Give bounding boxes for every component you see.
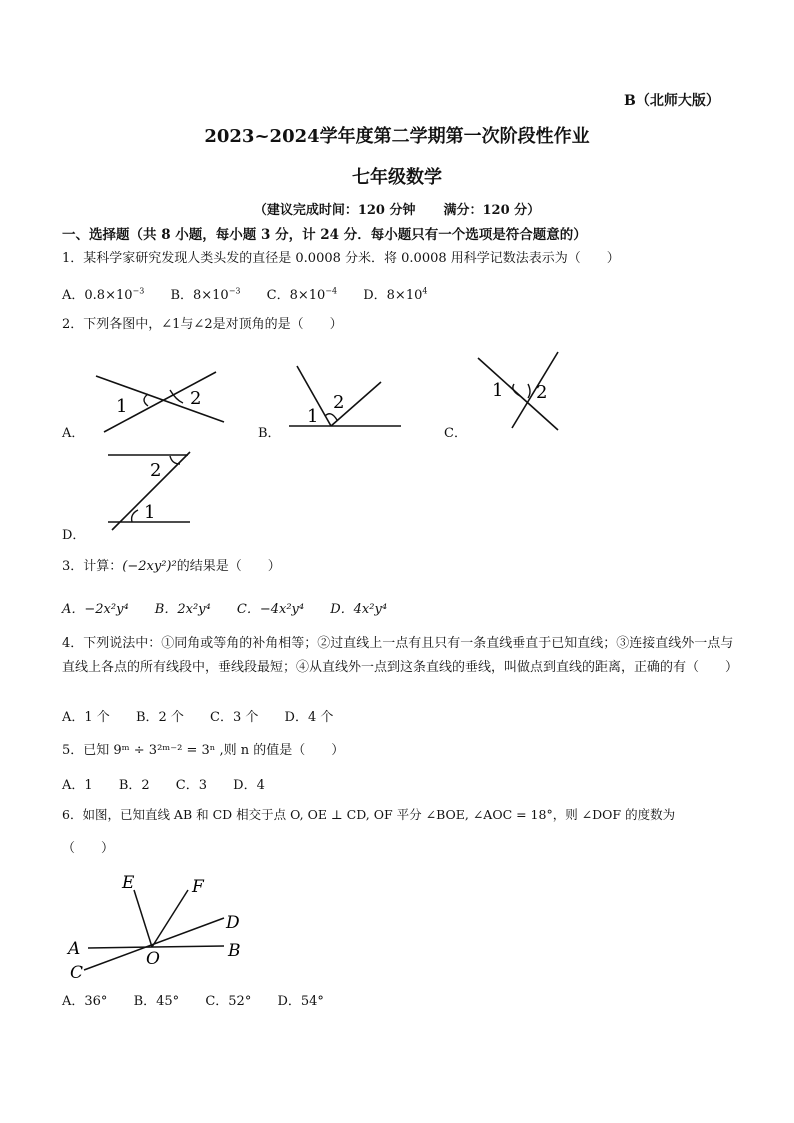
- q5-option-d[interactable]: D．4: [233, 778, 265, 793]
- q2b-angle-2: 2: [333, 392, 345, 413]
- q6-option-b[interactable]: B．45°: [133, 994, 180, 1009]
- q1-option-a[interactable]: A．$0.8\times 10^{-3}$: [62, 286, 145, 303]
- q6-point-o: O: [146, 949, 160, 969]
- edition-label: B（北师大版）: [624, 93, 720, 109]
- q4-option-d[interactable]: D．4 个: [284, 710, 334, 725]
- q2c-angle-1: 1: [492, 380, 504, 401]
- q2-option-d[interactable]: D．: [62, 528, 86, 543]
- question-3-options: [62, 598, 409, 617]
- question-6: 6．如图，已知直线 AB 和 CD 相交于点 O, OE ⊥ CD, OF 平分 ∠BOE, ∠AOC = 18°，则 ∠DOF 的度数为: [62, 807, 676, 822]
- q2-figure-b: [285, 360, 405, 432]
- q5-option-c[interactable]: C．3: [175, 778, 207, 793]
- q6-point-e: E: [122, 873, 135, 893]
- q2-figure-c: [472, 348, 564, 434]
- exam-title: 2023~2024学年度第二学期第一次阶段性作业: [204, 126, 590, 147]
- q2-option-c[interactable]: C．: [444, 426, 467, 441]
- q6-point-b: B: [228, 941, 241, 961]
- q2a-angle-1: 1: [116, 396, 128, 417]
- q2-option-a[interactable]: A．: [62, 426, 85, 441]
- question-5-options: [62, 774, 287, 793]
- q2d-angle-1: 1: [144, 502, 156, 523]
- q2-figure-a: [90, 360, 230, 440]
- q6-point-c: C: [70, 963, 84, 983]
- question-1: 1．某科学家研究发现人类头发的直径是 0.0008 分米．将 0.0008 用科学记数法表示为（ ）: [62, 251, 620, 266]
- section-heading: 一、选择题（共 8 小题，每小题 3 分，计 24 分．每小题只有一个选项是符合题意的）: [62, 227, 587, 243]
- q5-option-a[interactable]: A．1: [62, 778, 93, 793]
- q6-point-d: D: [226, 913, 240, 933]
- q2-figure-d: [100, 448, 196, 534]
- q2d-angle-2: 2: [150, 460, 162, 481]
- q1-option-c[interactable]: C．$8\times 10^{-4}$: [266, 286, 338, 303]
- question-1-options: [62, 284, 449, 303]
- q4-option-c[interactable]: C．3 个: [210, 710, 259, 725]
- question-3: 3．计算：(−2xy²)²的结果是（ ）: [62, 559, 281, 574]
- time-info: （建议完成时间：120 分钟: [253, 203, 416, 218]
- q5-option-b[interactable]: B．2: [118, 778, 150, 793]
- q2-option-b[interactable]: B．: [258, 426, 281, 441]
- q2b-angle-1: 1: [307, 406, 319, 427]
- q6-figure: [62, 868, 262, 984]
- q4-option-b[interactable]: B．2 个: [135, 710, 184, 725]
- q4-option-a[interactable]: A．1 个: [62, 710, 110, 725]
- question-4-options: [62, 706, 355, 725]
- question-4: 4．下列说法中：①同角或等角的补角相等；②过直线上一点有且只有一条直线垂直于已知直线；③连接直线外一点与直线上各点的所有线段中，垂线段最短；④从直线外一点到这条直线的垂线，叫做点到直线的距离，正确的有（ ）: [62, 636, 739, 675]
- q1-option-d[interactable]: D．$8\times 10^4$: [363, 286, 428, 303]
- q3-option-d[interactable]: D．4x²y⁴: [330, 602, 388, 617]
- subject-title: 七年级数学: [352, 167, 442, 188]
- q3-expression: (−2xy²)²: [122, 559, 177, 574]
- q3-option-a[interactable]: A．−2x²y⁴: [62, 602, 129, 617]
- q6-option-c[interactable]: C．52°: [205, 994, 252, 1009]
- question-2: 2．下列各图中，∠1与∠2是对顶角的是（ ）: [62, 317, 343, 332]
- question-6-paren: （ ）: [62, 841, 115, 856]
- exam-info: [0, 199, 794, 218]
- q2c-angle-2: 2: [536, 382, 548, 403]
- q3-option-c[interactable]: C．−4x²y⁴: [236, 602, 305, 617]
- q6-option-d[interactable]: D．54°: [277, 994, 324, 1009]
- question-6-options: [62, 990, 346, 1009]
- q6-option-a[interactable]: A．36°: [62, 994, 108, 1009]
- q6-point-a: A: [68, 939, 81, 959]
- q6-point-f: F: [192, 877, 204, 897]
- q1-option-b[interactable]: B．$8\times 10^{-3}$: [170, 286, 241, 303]
- q3-option-b[interactable]: B．2x²y⁴: [154, 602, 211, 617]
- q2a-angle-2: 2: [190, 388, 202, 409]
- question-5: 5．已知 9ᵐ ÷ 3²ᵐ⁻² = 3ⁿ ,则 n 的值是（ ）: [62, 743, 345, 758]
- score-info: 满分：120 分）: [443, 203, 541, 218]
